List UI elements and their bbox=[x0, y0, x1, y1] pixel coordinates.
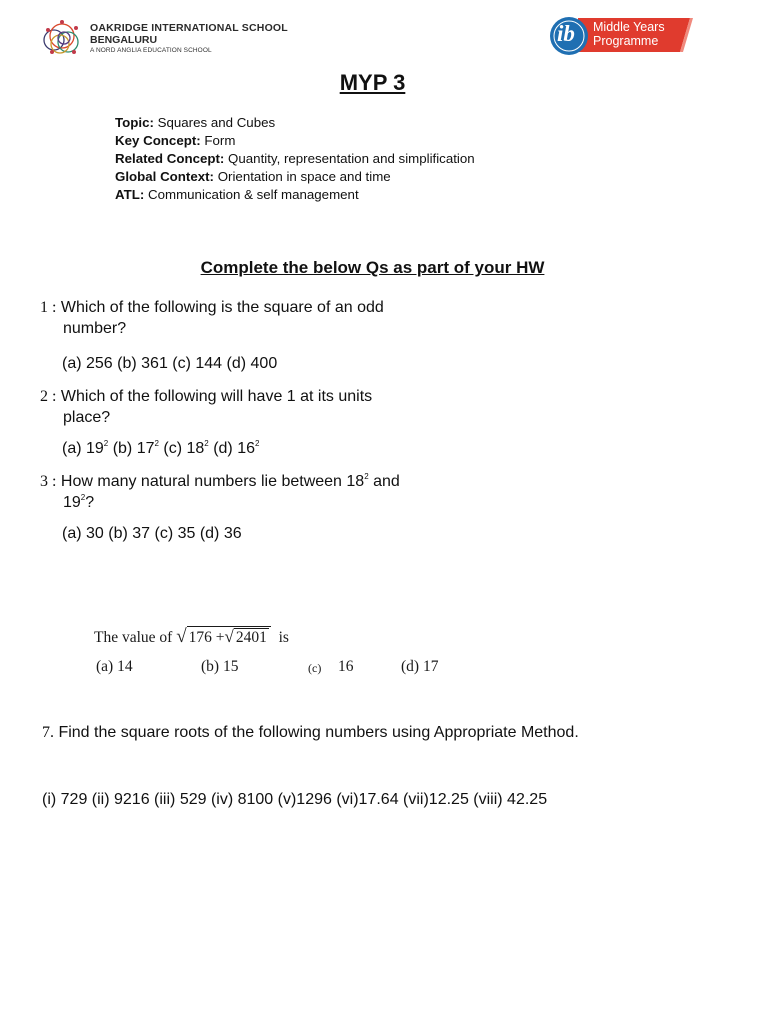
question-text-continued: number? bbox=[63, 320, 127, 337]
math-option-d: (d) 17 bbox=[401, 658, 439, 675]
question-7-options: (i) 729 (ii) 9216 (iii) 529 (iv) 8100 (v)1296 (vi)17.64 (vii)12.25 (viii) 42.25 bbox=[42, 791, 548, 808]
ib-myp-logo bbox=[548, 16, 693, 56]
question-text: Which of the following is the square of an odd bbox=[60, 299, 384, 316]
meta-related-concept: Related Concept: Quantity, representation and simplification bbox=[115, 151, 475, 166]
school-city: BENGALURU bbox=[90, 33, 158, 46]
square-root-expression: √ 176 +√ 2401 bbox=[176, 626, 271, 648]
question-3 bbox=[40, 471, 400, 513]
question-2 bbox=[40, 386, 372, 428]
ib-letters: ib bbox=[557, 21, 575, 46]
meta-key-concept: Key Concept: Form bbox=[115, 133, 236, 148]
school-name: OAKRIDGE INTERNATIONAL SCHOOL bbox=[90, 22, 288, 34]
math-option-c-value: 16 bbox=[338, 658, 354, 675]
question-text: How many natural numbers lie between $18^2$ and bbox=[60, 472, 400, 490]
math-question-text: The value of √ 176 +√ 2401 is bbox=[94, 626, 289, 647]
question-number: 7. bbox=[42, 724, 54, 741]
meta-global-context: Global Context: Orientation in space and time bbox=[115, 169, 391, 184]
math-question-figure bbox=[94, 622, 464, 682]
question-text: Which of the following will have 1 at its units bbox=[60, 388, 373, 405]
meta-atl: ATL: Communication & self management bbox=[115, 187, 359, 202]
ib-program-line2: Programme bbox=[593, 34, 659, 48]
math-option-a: (a) 14 bbox=[96, 658, 133, 675]
question-3-options: (a) 30 (b) 37 (c) 35 (d) 36 bbox=[62, 525, 242, 542]
question-text: Find the square roots of the following numbers using Appropriate Method. bbox=[58, 724, 579, 741]
homework-instruction: Complete the below Qs as part of your HW bbox=[200, 258, 545, 277]
math-option-b: (b) 15 bbox=[201, 658, 239, 675]
school-tagline: A NORD ANGLIA EDUCATION SCHOOL bbox=[90, 47, 212, 54]
question-2-options: (a) $19^2$ (b) $17^2$ (c) $18^2$ (d) $16^2$ bbox=[62, 439, 260, 457]
page-title: MYP 3 bbox=[339, 70, 406, 95]
question-text-continued: place? bbox=[63, 409, 111, 426]
question-number: 1 : bbox=[40, 299, 57, 316]
oak-tree-logo-icon bbox=[40, 16, 86, 60]
question-7 bbox=[42, 717, 602, 748]
ib-program-line1: Middle Years bbox=[593, 20, 665, 34]
meta-topic: Topic: Squares and Cubes bbox=[115, 115, 276, 130]
question-1-options: (a) 256 (b) 361 (c) 144 (d) 400 bbox=[62, 355, 278, 372]
unit-meta bbox=[115, 114, 475, 204]
question-text-continued: $19^2$? bbox=[63, 493, 95, 511]
question-number: 2 : bbox=[40, 388, 57, 405]
school-logo bbox=[40, 16, 290, 60]
math-option-c: (c) bbox=[308, 661, 322, 675]
question-number: 3 : bbox=[40, 473, 57, 490]
question-1 bbox=[40, 297, 384, 339]
